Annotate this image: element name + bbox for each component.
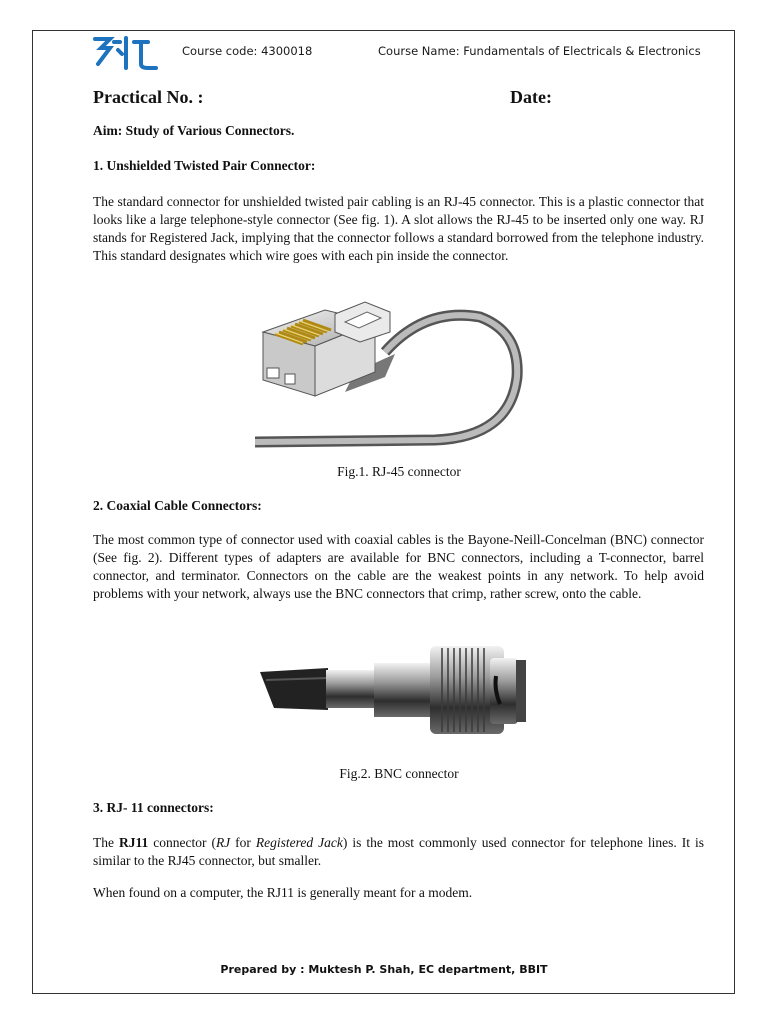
figure-2-caption: Fig.2. BNC connector: [339, 766, 459, 781]
page-footer: Prepared by : Muktesh P. Shah, EC department, BBIT: [220, 963, 548, 976]
section-1-body: The standard connector for unshielded twisted pair cabling is an RJ-45 connector. This is a plastic connector that looks like a large telephone-style connector (See fig. 1). A slot allows the RJ-45 to be inserted only one way. RJ stands for Registered Jack, implying that the connector follows a standard borrowed from the telephone industry. This standard designates which wire goes with each pin inside the connector.: [93, 194, 704, 263]
figure-1-caption: Fig.1. RJ-45 connector: [337, 464, 461, 479]
section-3-body: The RJ11 connector (RJ for Registered Jack) is the most commonly used connector for telephone lines. It is similar to the RJ45 connector, but smaller.: [93, 835, 704, 868]
aim-heading: Aim: Study of Various Connectors.: [93, 123, 295, 138]
course-name: Course Name: Fundamentals of Electricals & Electronics: [378, 44, 701, 58]
section-1-heading: 1. Unshielded Twisted Pair Connector:: [93, 158, 316, 173]
course-code: Course code: 4300018: [182, 44, 313, 58]
date-label: Date:: [510, 87, 552, 107]
section-3-body-2: When found on a computer, the RJ11 is generally meant for a modem.: [93, 885, 473, 900]
section-3-heading: 3. RJ- 11 connectors:: [93, 800, 214, 815]
bbit-logo: [92, 34, 170, 72]
practical-label: Practical No. :: [93, 87, 204, 107]
page-header: [92, 32, 712, 72]
section-2-heading: 2. Coaxial Cable Connectors:: [93, 498, 262, 513]
bnc-connector-figure: [258, 638, 528, 743]
rj45-connector-figure: [255, 292, 525, 448]
section-2-body: The most common type of connector used with coaxial cables is the Bayone-Neill-Concelman (BNC) connector (See fig. 2). Different types of adapters are available for BNC connectors, including a T-connector, barrel connector, and terminator. Connectors on the cable are the weakest points in any network. To help avoid problems with your network, always use the BNC connectors that crimp, rather screw, onto the cable.: [93, 532, 704, 601]
